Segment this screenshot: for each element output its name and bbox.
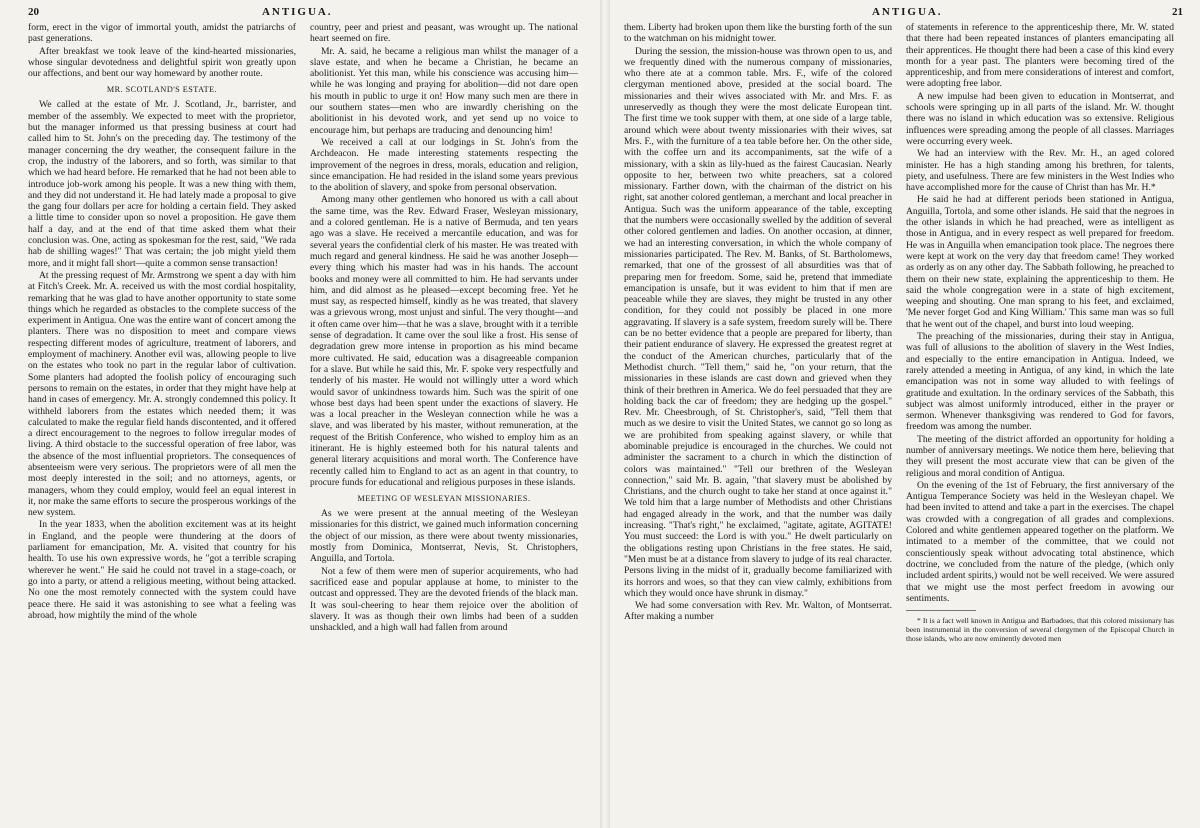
right-running-header: ANTIGUA. [872,6,943,18]
paragraph: A new impulse had been given to education in Montserrat, and schools were springing up in all parts of the island. Mr. W. thought there was no island in which education was so extensive. Religious influences were spreading among the people of all classes. Marriages were occurring every week. [906,90,1174,147]
paragraph: We called at the estate of Mr. J. Scotland, Jr., barrister, and member of the assembly. We expected to meet with the proprietor, but the manager informed us that pressing business at court had called him to St. John's on the preceding day. The testimony of the manager concerning the dry weather, the consequent failure in the crop, the industry of the laborers, and so forth, was similar to that which we had heard before. He remarked that he had not been able to introduce job-work among his people. It was a new thing with them, and they did not understand it. He had lately made a proposal to give the gang four dollars per acre for holding a certain field. They asked a little time to consider upon so novel a proposition. He gave them half a day, and at the end of that time asked them what their conclusion was. One, acting as spokesman for the rest, said, "We rada hab de shilling wages!" That was certain; the job might yield them more, and it might fall short—quite a common sense transaction! [28,99,296,269]
paragraph: We received a call at our lodgings in St. John's from the Archdeacon. He made interesting statements respecting the improvement of the negroes in dress, morals, education and religion, since emancipation. He had resided in the island some years previous to the abolition of slavery, and spoke from personal observation. [310,136,578,194]
right-page-column-2 [906,22,1174,822]
left-page-number: 20 [28,6,39,18]
book-gutter [600,0,610,828]
left-page-column-2 [310,22,578,822]
right-page-number: 21 [1172,6,1183,18]
paragraph: country, peer and priest and peasant, was wrought up. The national heart seemed on fire. [310,22,578,45]
section-heading: MR. SCOTLAND'S ESTATE. [106,85,218,95]
paragraph: In the year 1833, when the abolition excitement was at its height in England, and the people were thundering at the doors of parliament for emancipation, Mr. A. visited that country for his health. To use his own expressive words, he "got a terrible scraping wherever he went." He said he could not travel in a stage-coach, or go into a party, or attend a religious meeting, without being attacked. No one the most remotely connected with the system could have peace there. He said it was astonishing to see what a feeling was abroad, how mightily the mind of the whole [28,519,296,621]
left-page-column-1 [28,22,296,822]
paragraph: As we were present at the annual meeting of the Wesleyan missionaries for this district, we gained much information concerning the object of our mission, as there were about twenty missionaries, mostly from Dominica, Montserrat, Nevis, St. Christophers, Anguilla, and Tortola. [310,508,578,565]
paragraph: Not a few of them were men of superior acquirements, who had sacrificed ease and popular applause at home, to minister to the outcast and oppressed. They are the devoted friends of the black man. It was soul-cheering to hear them rejoice over the abolition of slavery. It was as though their own limbs had been of a sudden unshackled, and a high wall had fallen from around [310,565,578,634]
paragraph: At the pressing request of Mr. Armstrong we spent a day with him at Fitch's Creek. Mr. A. received us with the most cordial hospitality, remarking that he was glad to have another opportunity to state some things which he regarded as obstacles to the complete success of the experiment in Antigua. One was the entire want of concert among the planters. There was no disposition to meet and compare views respecting different modes of agriculture, treatment of laborers, and employment of machinery. Another evil was, allowing people to live on the estates who took no part in the regular labor of cultivation. Some planters had adopted the foolish policy of encouraging such persons to remain on the estates, in order that they might have help at hand in cases of emergency. Mr. A. strongly condemned this policy. It withheld laborers from the estates which needed them; it was calculated to make the regular field hands discontented, and it offered a direct encouragement to the negroes to follow irregular modes of living. A third obstacle to the successful operation of free labor, was the absence of the most influential proprietors. The consequences of absenteeism were very serious. The proprietors were of all men the most deeply interested in the soil; and no attorneys, agents, or managers, whom they could employ, would feel an equal interest in it, nor make the same efforts to secure the prosperous workings of the new system. [28,269,296,519]
paragraph: form, erect in the vigor of immortal youth, amidst the patriarchs of past generations. [28,22,296,45]
right-page-column-1 [624,22,892,822]
footnote: * It is a fact well known in Antigua and Barbadoes, that this colored missionary has been instrumental in the conversion of several clergymen of the Episcopal Church in those islands, who are now eminently devoted men [906,616,1174,643]
section-heading: MEETING OF WESLEYAN MISSIONARIES. [357,494,531,504]
paragraph: After breakfast we took leave of the kind-hearted missionaries, whose singular devotedness and delightful spirit won greatly upon our affections, and bent our way homeward by another route. [28,45,296,80]
paragraph: Among many other gentlemen who honored us with a call about the same time, was the Rev. Edward Fraser, Wesleyan missionary, and a colored gentleman. He is a native of Bermuda, and ten years ago was a slave. He received a mercantile education, and was for several years the confidential clerk of his master. He was treated with much regard and general kindness. He said he was another Joseph—every thing which his master had was in his hands. The account books and money were all committed to him. He had servants under him, and did almost as he pleased—except becoming free. Yet he must say, as respected himself, kindly as he was treated, that slavery was a grievous wrong, most unjust and sinful. The very thought—and it often came over him—that he was a slave, brought with it a terrible sense of degradation. It came over the soul like a frost. His sense of degradation grew more intense in proportion as his mind became more cultivated. He said, education was a disagreeable companion for a slave. But while he said this, Mr. F. spoke very respectfully and tenderly of his master. He would not willingly utter a word which would savor of unkindness towards him. Such was the spirit of one whose best days had been spent under the exactions of slavery. He was a local preacher in the Wesleyan connection while he was a slave, and was liberated by his master, without remuneration, at the request of the British Conference, who wished to employ him as an itinerant. He is highly esteemed both for his natural talents and general literary acquisitions and moral worth. The Conference have recently called him to England to act as an agent in that country, to procure funds for educational and religious purposes in these islands. [310,194,578,488]
paragraph: The meeting of the district afforded an opportunity for holding a number of anniversary meetings. We notice them here, believing that they will present the most accurate view that can be given of the religious and moral condition of Antigua. [906,433,1174,479]
paragraph: He said he had at different periods been stationed in Antigua, Anguilla, Tortola, and some other islands. He said that the negroes in the other islands in which he had preached, were as intelligent as those in Antigua, and in every respect as well prepared for freedom. He was in Anguilla when emancipation took place. The negroes there were kept at work on the very day that freedom came! They worked as orderly as on any other day. The Sabbath following, he preached to them on their new state, explaining the apprenticeship to them. He said the whole congregation were in a state of high excitement, weeping and shouting. One man sprang to his feet, and exclaimed, 'Me never forget God and King William.' This same man was so full that he went out of the chapel, and burst into loud weeping. [906,194,1174,330]
paragraph: We had an interview with the Rev. Mr. H., an aged colored minister. He has a high standing among his brethren, for talents, piety, and usefulness. There are few ministers in the West Indies who have accomplished more for the cause of Christ than has Mr. H.* [906,148,1174,194]
left-running-header: ANTIGUA. [262,6,333,18]
paragraph: We had some conversation with Rev. Mr. Walton, of Montserrat. After making a number [624,600,892,623]
paragraph: of statements in reference to the apprenticeship there, Mr. W. stated that there had been repeated instances of planters emancipating all their apprentices. He thought there had been a case of this kind every month for a year past. The planters were becoming tired of the apprenticeship, and from mere considerations of interest and comfort, were adopting free labor. [906,22,1174,90]
paragraph: The preaching of the missionaries, during their stay in Antigua, was full of allusions to the abolition of slavery in the West Indies, and especially to the entire emancipation in Antigua. Indeed, we rarely attended a meeting in Antigua, of any kind, in which the late emancipation was not in some way alluded to with feelings of gratitude and exultation. In the ordinary services of the Sabbath, this subject was almost uniformly introduced, either in the prayer or sermon. Whenever thanksgiving was rendered to God for favors, freedom was among the number. [906,331,1174,433]
paragraph: them. Liberty had broken upon them like the bursting forth of the sun to the watchman on his midnight tower. [624,22,892,45]
paragraph: During the session, the mission-house was thrown open to us, and we frequently dined with the numerous company of missionaries, who there ate at a common table. Mrs. F., wife of the colored clergyman mentioned above, presided at the social board. The missionaries and their wives associated with Mr. and Mrs. F. as unreservedly as though they were the most delicate European tint. The first time we took supper with them, at one side of a large table, around which were about twenty missionaries with their wives, sat Mrs. F., with the furniture of a tea table before her. On the other side, with the coffee urn and its accompaniments, sat the wife of a missionary, with a skin as lily-hued as the fairest Caucasian. Nearly opposite to her, between two white preachers, sat a colored missionary. Farther down, with the chairman of the district on his right, sat another colored gentleman, a merchant and local preacher in Antigua. Such was the uniform appearance of the table, excepting that the numbers were occasionally swelled by the addition of several other colored gentlemen and ladies. On another occasion, at dinner, we had an interesting conversation, in which the whole company of missionaries participated. The Rev. M. Banks, of St. Bartholomews, remarked, that one of the grossest of all absurdities was that of preparing men for freedom. Some, said he, pretend that immediate emancipation is unsafe, but it was evident to him that if men are peaceable while they are slaves, they might be trusted in any other condition, for they could not possibly be placed in one more aggravating. If slavery is a safe system, freedom surely will be. There can be no better evidence that a people are prepared for liberty, than their patient endurance of slavery. He expressed the greatest regret at the conduct of the American churches, particularly that of the Methodist church. "Tell them," said he, "on your return, that the missionaries in these islands are cast down and grieved when they think of their brethren in America. We do feel persuaded that they are holding back the car of freedom; they are hedging up the gospel." Rev. Mr. Cheesbrough, of St. Christopher's, said, "Tell them that much as we desire to visit the United States, we cannot go so long as we are prohibited from speaking against slavery, or while that abominable prejudice is encouraged in the churches. We could not administer the sacrament to a church in which the distinction of colors was maintained." "Tell our brethren of the Wesleyan connection," said Mr. B. again, "that slavery must be abolished by Christians, and the church ought to take her stand at once against it." We told him that a large number of Methodists and other Christians had engaged already in the work, and that the number was daily increasing. "That's right," he exclaimed, "agitate, agitate, AGITATE! You must succeed: the Lord is with you." He dwelt particularly on the obligations resting upon Christians in the free states. He said, "Men must be at a distance from slavery to judge of its real character. Persons living in the midst of it, gradually become familiarized with its horrors and woes, so that they can view calmly, exhibitions from which they would once have shrunk in dismay." [624,45,892,599]
paragraph: On the evening of the 1st of February, the first anniversary of the Antigua Temperance Society was held in the Wesleyan chapel. We had been invited to attend and take a part in the exercises. The chapel was crowded with a congregation of all grades and complexions. Colored and white gentlemen appeared together on the platform. We intimated to a member of the committee, that we could not conscientiously speak without advocating total abstinence, which doctrine, we concluded from the nature of the pledge, (which only included ardent spirits,) would not be well received. We were assured that we might use the most perfect freedom in avowing our sentiments. [906,479,1174,604]
paragraph: Mr. A. said, he became a religious man whilst the manager of a slave estate, and when he became a Christian, he became an abolitionist. Yet this man, while his conscience was accusing him—while he was longing and praying for abolition—did not dare open his mouth in public to urge it on! How many such men are there in our southern states—men who are inwardly cherishing on the abolitionist in his devoted work, and yet send up no voice to encourage him, but perhaps are traducing and denouncing him! [310,45,578,136]
footnote-rule [906,610,976,611]
